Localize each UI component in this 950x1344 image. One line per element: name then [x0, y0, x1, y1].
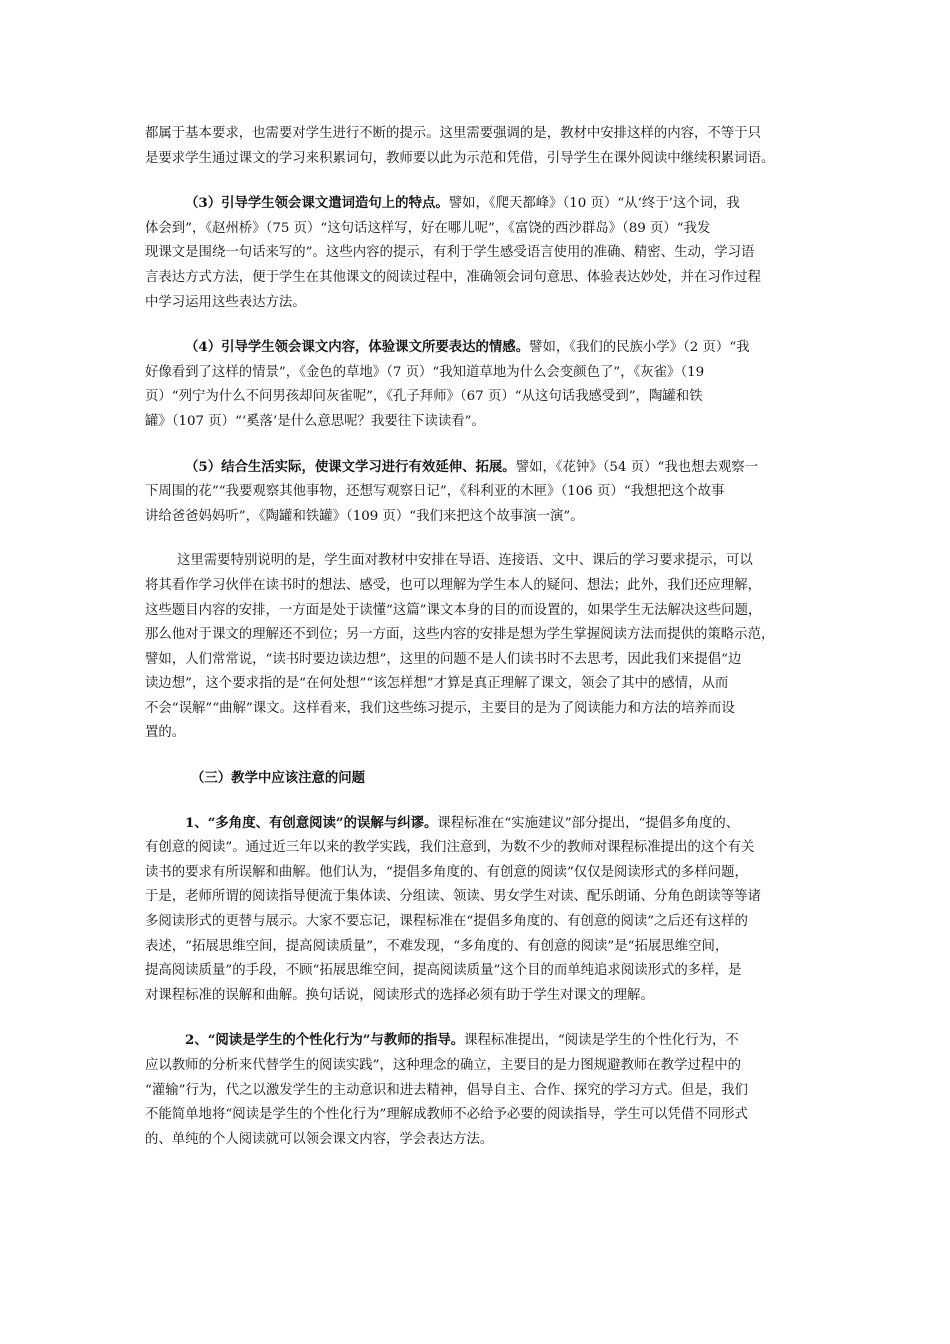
- point-5-paragraph: [145, 455, 813, 530]
- text-line: 于是，老师所谓的阅读指导便流于集体读、分组读、领读、男女学生对读、配乐朗诵、分角色朗读等等诸: [145, 889, 761, 905]
- issue-2-heading: 2、“阅读是学生的个性化行为”与教师的指导。: [185, 1032, 465, 1049]
- text-line: 不能简单地将“阅读是学生的个性化行为”理解成教师不必给予必要的阅读指导，学生可以凭借不同形式: [145, 1107, 748, 1123]
- text-line: 现课文是围绕一句话来写的”。这些内容的提示，有利于学生感受语言使用的准确、精密、生动，学习语: [145, 245, 755, 261]
- point-4-first-line: 譬如，《我们的民族小学》（2 页）“我: [529, 340, 750, 356]
- text-line: 这里需要特别说明的是，学生面对教材中安排在导语、连接语、文中、课后的学习要求提示，可以: [177, 553, 753, 569]
- text-line: 对课程标准的误解和曲解。换句话说，阅读形式的选择必须有助于学生对课文的理解。: [145, 987, 654, 1003]
- text-line: [145, 335, 813, 361]
- point-3-paragraph: [145, 191, 813, 315]
- text-line: 有创意的阅读”。通过近三年以来的教学实践，我们注意到，为数不少的教师对课程标准提出的这个有关: [145, 840, 755, 856]
- point-4-paragraph: [145, 335, 813, 434]
- text-line: 读边想”，这个要求指的是“在何处想”“该怎样想”才算是真正理解了课文，领会了其中的感情，从而: [145, 676, 729, 692]
- text-line: 不会“误解”“曲解”课文。这样看来，我们这些练习提示，主要目的是为了阅读能力和方法的培养而设: [145, 700, 735, 716]
- issue-2-paragraph: [145, 1028, 813, 1152]
- issue-1-heading: 1、“多角度、有创意阅读”的误解与纠谬。: [185, 814, 438, 831]
- text-line: 那么他对于课文的理解还不到位；另一方面，这些内容的安排是想为学生掌握阅读方法而提供的策略示范，: [145, 627, 775, 643]
- text-line: 罐》（107 页）“‘奚落’是什么意思呢？我要往下读读看”。: [145, 413, 485, 429]
- text-line: “灌输”行为，代之以激发学生的主动意识和进去精神，倡导自主、合作、探究的学习方式。但是，我们: [145, 1082, 748, 1098]
- text-line: [145, 191, 813, 217]
- text-line: 譬如，人们常常说，“读书时要边读边想”，这里的问题不是人们读书时不去思考，因此我们来提倡“边: [145, 651, 742, 667]
- text-line: 置的。: [145, 725, 186, 741]
- text-line: 表述，“拓展思维空间，提高阅读质量”，不难发现，“多角度的、有创意的阅读”是“拓展思维空间，: [145, 938, 729, 954]
- intro-paragraph: [145, 122, 813, 171]
- text-line: 的、单纯的个人阅读就可以领会课文内容，学会表达方法。: [145, 1131, 494, 1147]
- issue-2-first-line: 课程标准提出，“阅读是学生的个性化行为，不: [464, 1033, 739, 1049]
- text-line: 言表达方式方法，便于学生在其他课文的阅读过程中，准确领会词句意思、体验表达妙处，并在习作过程: [145, 269, 761, 285]
- text-line: 是要求学生通过课文的学习来积累词句，教师要以此为示范和凭借，引导学生在课外阅读中继续积累词语。: [145, 150, 775, 166]
- section-3-heading: （三）教学中应该注意的问题: [191, 770, 366, 787]
- text-line: [145, 455, 813, 481]
- text-line: [145, 1028, 813, 1054]
- point-5-first-line: 譬如，《花钟》（54 页）“我也想去观察一: [515, 459, 759, 475]
- text-line: 都属于基本要求，也需要对学生进行不断的提示。这里需要强调的是，教材中安排这样的内容，不等于只: [145, 126, 761, 141]
- point-3-heading: （3）引导学生领会课文遣词造句上的特点。: [185, 195, 449, 212]
- issue-1-first-line: 课程标准在“实施建议”部分提出，“提倡多角度的、: [437, 815, 740, 831]
- text-line: 读书的要求有所误解和曲解。他们认为，“提倡多角度的、有创意的阅读”仅仅是阅读形式的多样问题，: [145, 864, 748, 880]
- text-line: 下周围的花”“我要观察其他事物，还想写观察日记”，《科利亚的木匣》（106 页）“我想把这个故事: [145, 484, 725, 500]
- text-line: 体会到”，《赵州桥》（75 页）“这句话这样写，好在哪儿呢”，《富饶的西沙群岛》（89 页）“我发: [145, 220, 711, 236]
- note-paragraph: [145, 549, 813, 746]
- text-line: 页）“列宁为什么不问男孩却问灰雀呢”，《孔子拜师》（67 页）“从这句话我感受到”，陶罐和铁: [145, 389, 703, 405]
- text-line: 提高阅读质量”的手段，不顾“拓展思维空间，提高阅读质量”这个目的而单纯追求阅读形式的多样，是: [145, 963, 742, 979]
- document-page: [145, 122, 813, 1152]
- issue-1-paragraph: [145, 811, 813, 1009]
- text-line: [145, 811, 813, 837]
- text-line: 应以教师的分析来代替学生的阅读实践”，这种理念的确立，主要目的是力图规避教师在教学过程中的: [145, 1058, 742, 1073]
- text-line: 将其看作学习伙伴在读书时的想法、感受，也可以理解为学生本人的疑问、想法；此外，我们还应理解，: [145, 577, 761, 593]
- text-line: 讲给爸爸妈妈听”，《陶罐和铁罐》（109 页）“我们来把这个故事演一演”。: [145, 508, 584, 524]
- point-3-first-line: 譬如，《爬天都峰》（10 页）“从‘终于’这个词，我: [448, 196, 740, 212]
- text-line: 中学习运用这些表达方法。: [145, 294, 306, 310]
- text-line: 这些题目内容的安排，一方面是处于读懂“这篇”课文本身的目的而设置的，如果学生无法解决这些问题，: [145, 602, 762, 618]
- text-line: 多阅读形式的更替与展示。大家不要忘记，课程标准在“提倡多角度的、有创意的阅读”之后还有这样的: [145, 914, 748, 930]
- text-line: 好像看到了这样的情景”，《金色的草地》（7 页）“我知道草地为什么会变颜色了”，《灰雀》（19: [145, 364, 705, 380]
- point-4-heading: （4）引导学生领会课文内容，体验课文所要表达的情感。: [185, 339, 530, 356]
- point-5-heading: （5）结合生活实际，使课文学习进行有效延伸、拓展。: [185, 458, 516, 475]
